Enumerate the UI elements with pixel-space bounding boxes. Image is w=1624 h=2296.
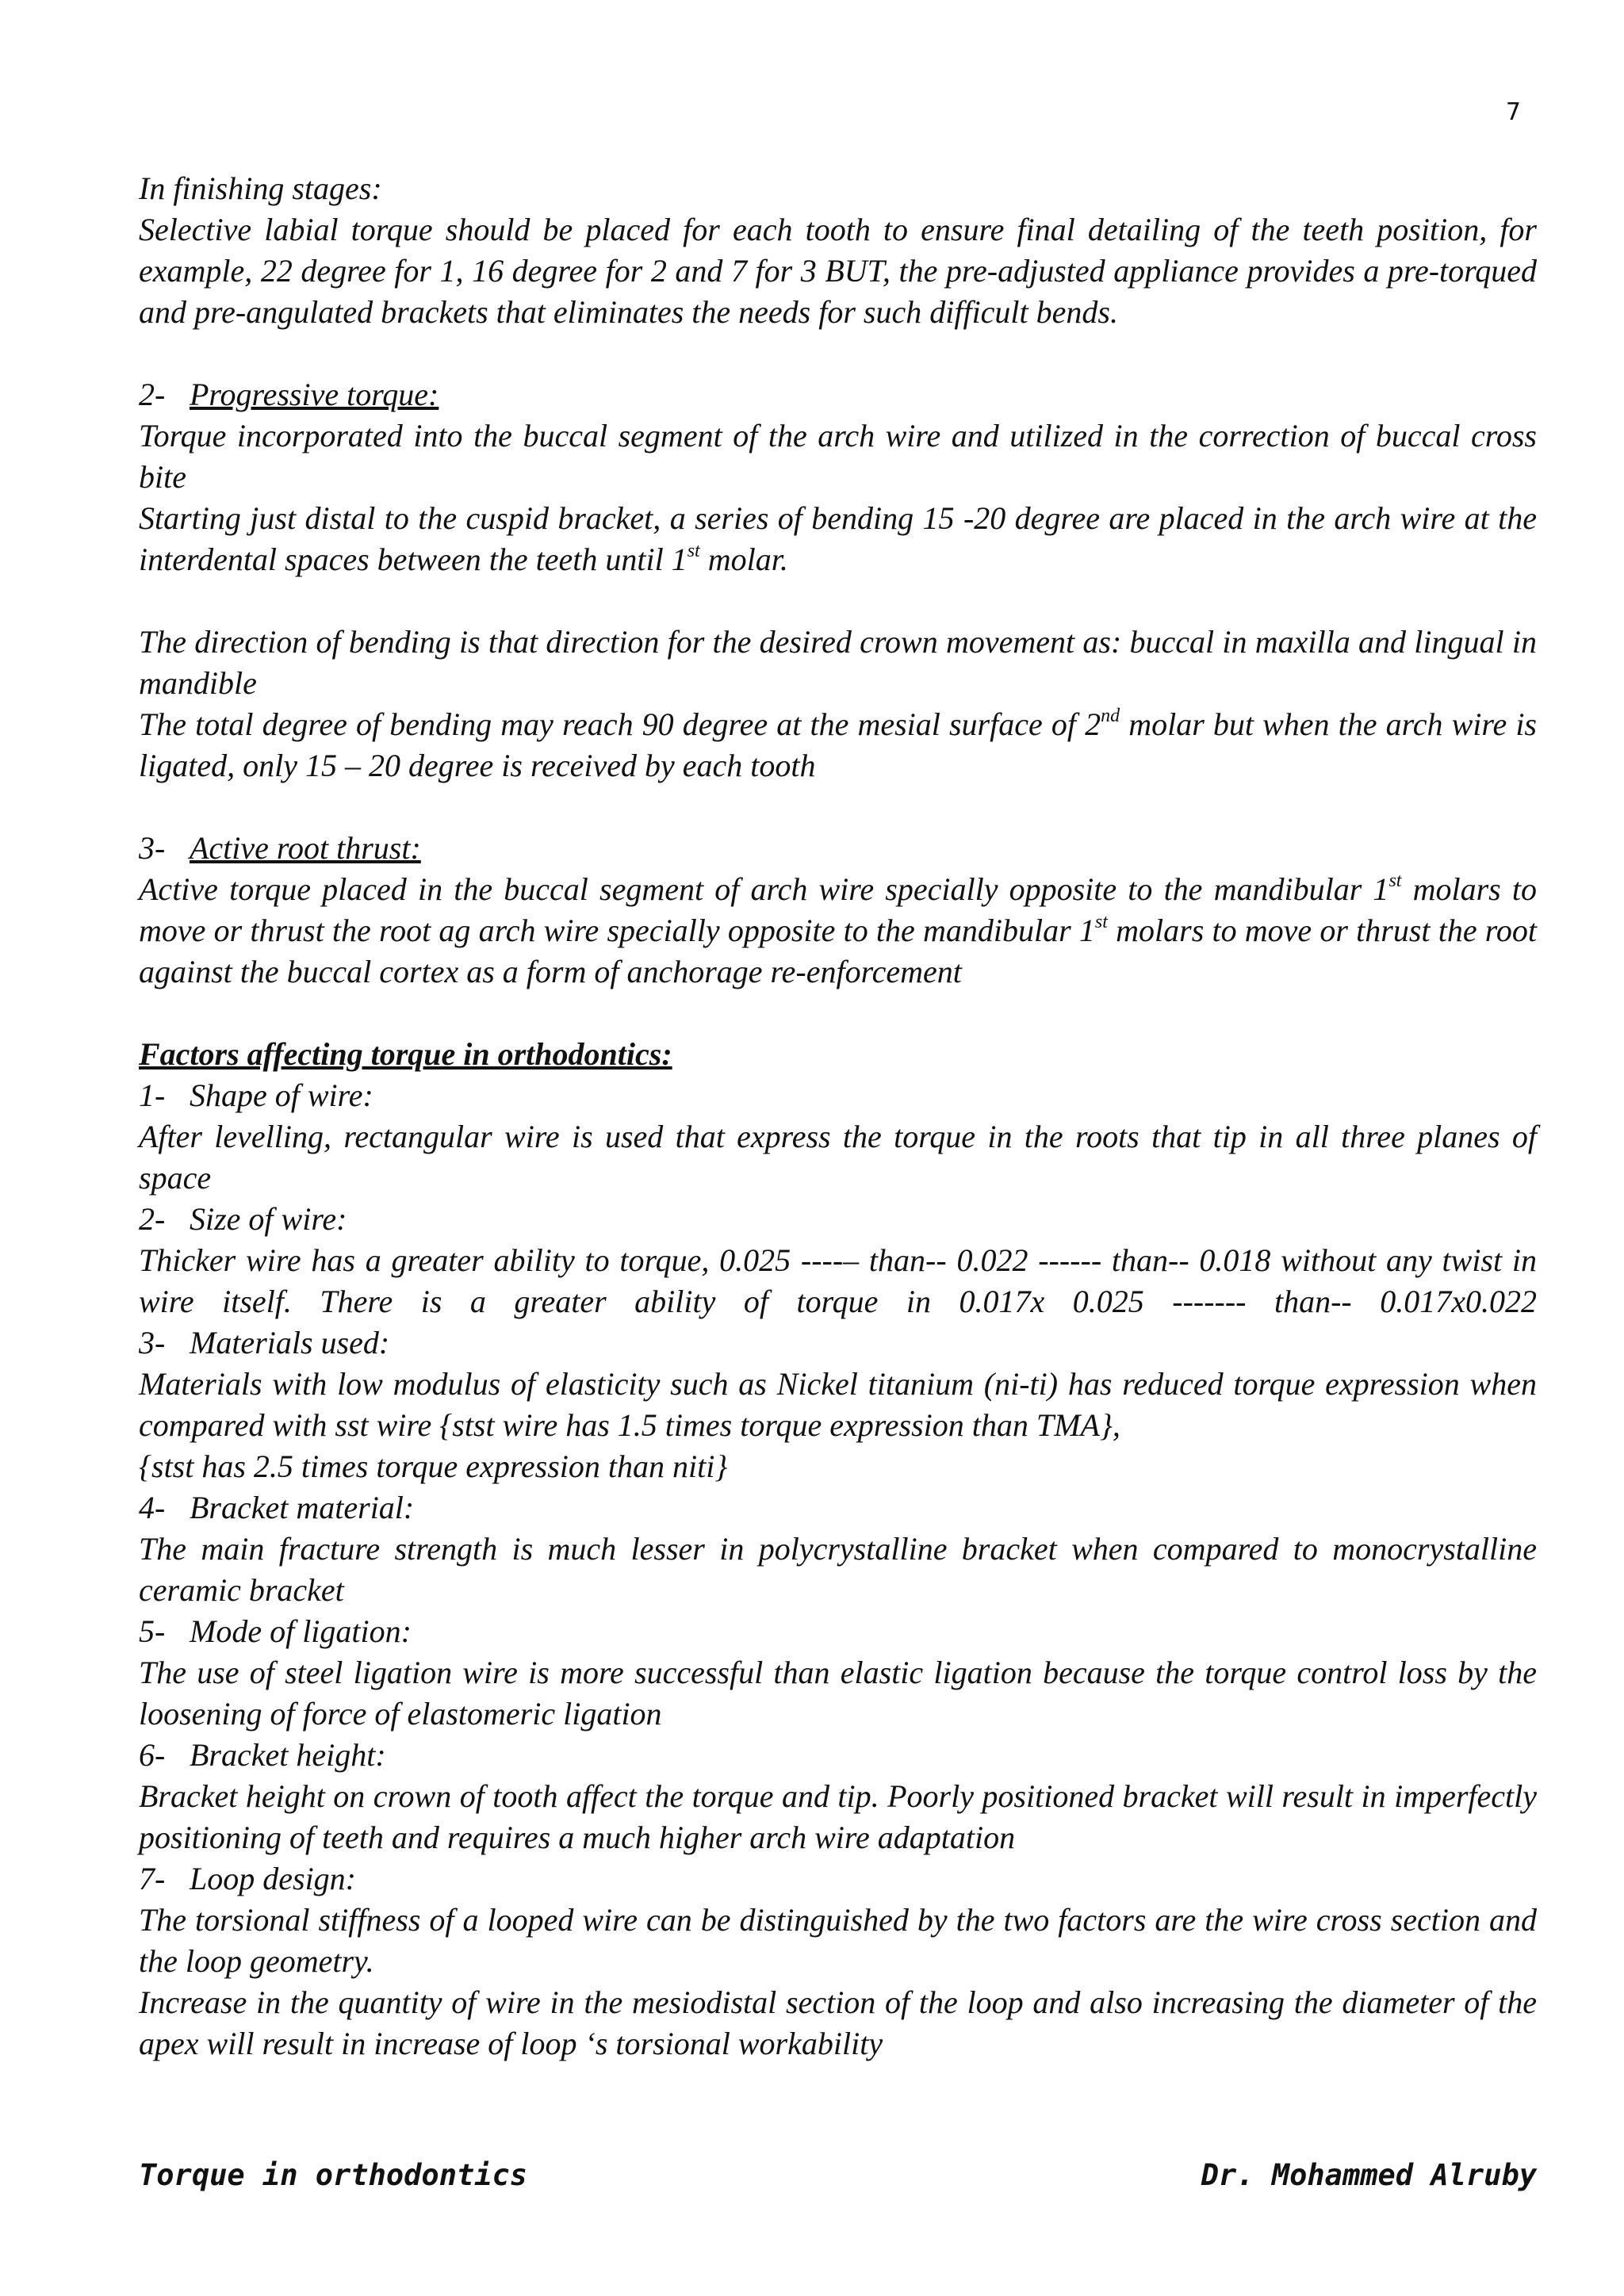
factors-heading: Factors affecting torque in orthodontics: — [139, 1036, 672, 1072]
factor-text: The use of steel ligation wire is more successful than elastic ligation because the torque control loss by the loosening of force of elastomeric ligation — [139, 1655, 1537, 1732]
factor-text: After levelling, rectangular wire is used that express the torque in the roots that tip in all three planes of space — [139, 1119, 1537, 1196]
factor-title: 5- Mode of ligation: — [139, 1613, 412, 1649]
page-number: 7 — [1505, 98, 1521, 126]
progressive-paragraph-1: Torque incorporated into the buccal segment of the arch wire and utilized in the correction of buccal cross bite — [139, 418, 1537, 495]
document-body — [139, 168, 1537, 2064]
factor-text-extra: {stst has 2.5 times torque expression than niti} — [139, 1448, 728, 1484]
progressive-paragraph-3: The direction of bending is that direction for the desired crown movement as: buccal in maxilla and lingual in mandible — [139, 624, 1537, 701]
factor-text: Thicker wire has a greater ability to torque, 0.025 ----– than-- 0.022 ------ than-- 0.018 without any twist in wire itself. There is a greater ability of torque in 0.017x 0.025 ------- than-- 0.017x0.022 — [139, 1242, 1537, 1319]
factor-text: Bracket height on crown of tooth affect the torque and tip. Poorly positioned bracket will result in imperfectly positioning of teeth and requires a much higher arch wire adaptation — [139, 1778, 1537, 1855]
factor-title: 1- Shape of wire: — [139, 1077, 373, 1113]
factor-title: 7- Loop design: — [139, 1861, 356, 1896]
finishing-heading: In finishing stages: — [139, 170, 382, 206]
section-title: Progressive torque: — [190, 377, 439, 412]
list-number: 3- — [139, 830, 166, 866]
progressive-torque-heading — [139, 374, 1537, 415]
factor-title: 2- Size of wire: — [139, 1201, 347, 1237]
section-title: Active root thrust: — [190, 830, 421, 866]
factor-title: 4- Bracket material: — [139, 1490, 415, 1525]
active-root-thrust-heading — [139, 828, 1537, 869]
footer-title: Torque in orthodontics — [139, 2158, 528, 2192]
factor-text: Materials with low modulus of elasticity such as Nickel titanium (ni-ti) has reduced torque expression when compared with sst wire {stst wire has 1.5 times torque expression than TMA}, — [139, 1366, 1537, 1443]
footer-author: Dr. Mohammed Alruby — [1201, 2158, 1537, 2192]
progressive-paragraph-2: Starting just distal to the cuspid bracket, a series of bending 15 -20 degree are placed in the arch wire at the interdental spaces between the teeth until 1st molar. — [139, 500, 1537, 577]
page-footer — [139, 2158, 1537, 2192]
factor-title: 3- Materials used: — [139, 1325, 390, 1360]
factor-title: 6- Bracket height: — [139, 1737, 386, 1773]
progressive-paragraph-4: The total degree of bending may reach 90 degree at the mesial surface of 2nd molar but when the arch wire is ligated, only 15 – 20 degree is received by each tooth — [139, 705, 1538, 783]
factor-text-extra: Increase in the quantity of wire in the mesiodistal section of the loop and also increasing the diameter of the apex will result in increase of loop ‘s torsional workability — [139, 1984, 1537, 2061]
factor-text: The main fracture strength is much lesser in polycrystalline bracket when compared to monocrystalline ceramic bracket — [139, 1531, 1537, 1608]
finishing-paragraph: Selective labial torque should be placed for each tooth to ensure final detailing of the teeth position, for example, 22 degree for 1, 16 degree for 2 and 7 for 3 BUT, the pre-adjusted appliance provides a pre-torqued and pre-angulated brackets that eliminates the needs for such difficult bends. — [139, 212, 1537, 330]
active-root-paragraph: Active torque placed in the buccal segment of arch wire specially opposite to the mandibular 1st molars to move or thrust the root ag arch wire specially opposite to the mandibular 1st molars to move or thrust the root against the buccal cortex as a form of anchorage re-enforcement — [139, 870, 1538, 989]
factor-text: The torsional stiffness of a looped wire can be distinguished by the two factors are the wire cross section and the loop geometry. — [139, 1902, 1537, 1979]
list-number: 2- — [139, 377, 166, 412]
